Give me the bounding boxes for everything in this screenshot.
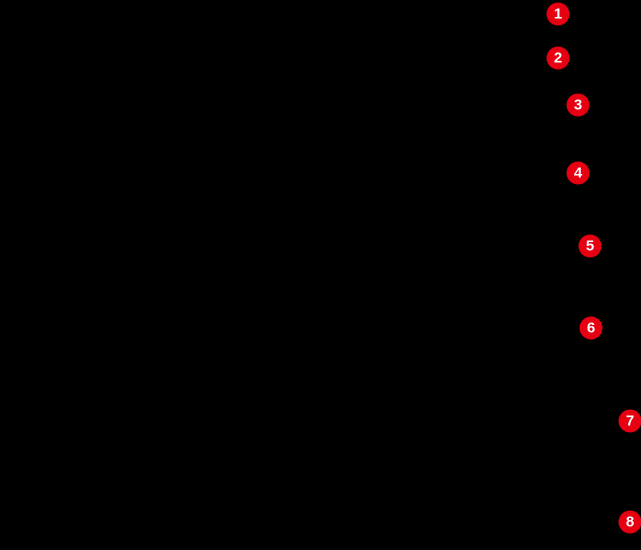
annotation-marker-label: 5 bbox=[585, 237, 595, 255]
annotation-marker-label: 4 bbox=[573, 164, 583, 182]
annotation-marker-label: 6 bbox=[586, 319, 596, 337]
annotation-marker-label: 8 bbox=[625, 513, 635, 531]
annotation-marker-5[interactable] bbox=[579, 235, 602, 258]
annotation-marker-4[interactable] bbox=[567, 162, 590, 185]
annotation-marker-label: 7 bbox=[625, 412, 635, 430]
annotation-marker-label: 2 bbox=[553, 49, 563, 67]
annotation-marker-7[interactable] bbox=[619, 410, 641, 433]
annotation-marker-label: 1 bbox=[553, 5, 563, 23]
annotation-marker-6[interactable] bbox=[580, 317, 603, 340]
annotation-marker-label: 3 bbox=[573, 96, 583, 114]
annotation-marker-8[interactable] bbox=[619, 511, 641, 534]
annotation-marker-1[interactable] bbox=[547, 3, 570, 26]
annotation-marker-2[interactable] bbox=[547, 47, 570, 70]
annotation-marker-3[interactable] bbox=[567, 94, 590, 117]
